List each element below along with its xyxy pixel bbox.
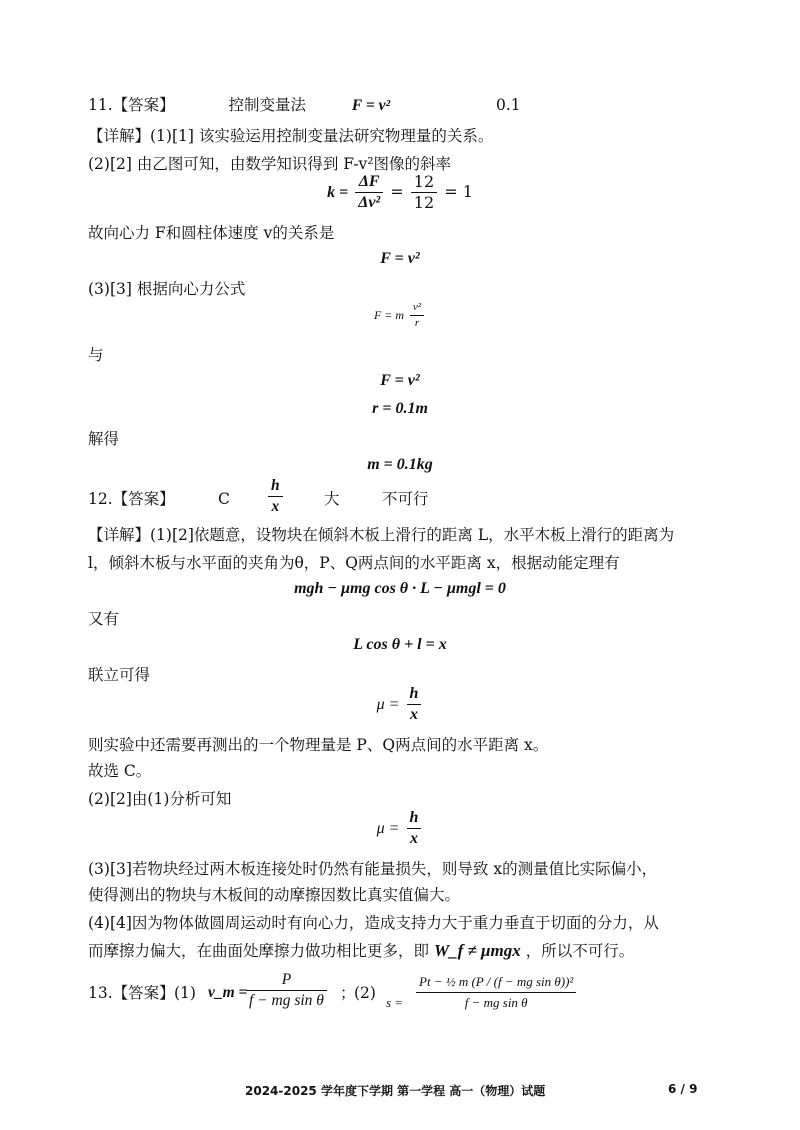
centripetal-num: v² [410, 300, 424, 316]
q13-separator: ； [340, 984, 356, 1002]
q12-detail-10: (4)[4]因为物体做圆周运动时有向心力，造成支持力大于重力垂直于切面的分力，从 [88, 914, 659, 932]
slope-den-1: Δv² [358, 194, 381, 211]
q13-vm-lhs: v_m = [208, 984, 248, 1001]
q13-part-1: (1) [174, 984, 196, 1002]
q12-detail-11 [88, 940, 634, 962]
q12-detail-9: 使得测出的物块与木板间的动摩擦因数比真实值偏大。 [88, 886, 461, 904]
q11-eq-2: F = v² [380, 372, 420, 389]
q11-eq-3: r = 0.1m [372, 400, 428, 417]
mu-lhs-2: μ = [376, 820, 400, 837]
q12-detail-4: 联立可得 [88, 666, 151, 684]
mu-lhs-1: μ = [376, 696, 400, 713]
mu-den-1: x [409, 706, 418, 723]
slope-num-2: 12 [411, 172, 437, 193]
q11-eq-4: m = 0.1kg [367, 456, 433, 473]
q12-detail-2: l，倾斜木板与水平面的夹角为θ，P、Q两点间的水平距离 x，根据动能定理有 [88, 554, 620, 572]
q12-detail-1: 【详解】(1)[2]依题意，设物块在倾斜木板上滑行的距离 L，水平木板上滑行的距离为 [88, 526, 675, 544]
q11-answer-2: F = v² [351, 97, 391, 114]
q12-detail-11b: ，所以不可行。 [525, 942, 635, 960]
q12-mu-equation-1 [0, 684, 800, 725]
q12-detail-6: 故选 C。 [88, 762, 152, 780]
q12-answer-2-num: h [268, 476, 283, 497]
slope-lhs: k = [327, 184, 349, 201]
mu-num-2: h [407, 808, 422, 829]
q11-eq-1: F = v² [380, 250, 420, 267]
slope-rhs: = 1 [444, 182, 473, 201]
q13-header: 13.【答案】 [88, 984, 175, 1002]
q12-detail-7: (2)[2]由(1)分析可知 [88, 790, 232, 808]
q11-detail-6: 解得 [88, 430, 120, 448]
q11-header: 11.【答案】 [88, 96, 175, 114]
page-number: 6 / 9 [668, 1082, 698, 1096]
q12-answer-1: C [218, 490, 230, 508]
q12-detail-5: 则实验中还需要再测出的一个物理量是 P、Q两点间的水平距离 x。 [88, 736, 549, 754]
centripetal-lhs: F = m [373, 308, 405, 322]
q11-answer-3: 0.1 [495, 96, 521, 114]
q11-detail-5: 与 [88, 346, 104, 364]
q12-answer-2-den: x [271, 498, 280, 515]
slope-num-1: ΔF [355, 172, 383, 193]
q12-detail-8: (3)[3]若物块经过两木板连接处时仍然有能量损失，则导致 x的测量值比实际偏小， [88, 860, 658, 878]
q11-answer-line [88, 94, 521, 117]
q12-header: 12.【答案】 [88, 490, 175, 508]
q12-answer-3: 大 [324, 490, 340, 508]
q12-work-inequality: W_f ≠ μmgx [433, 941, 521, 960]
q11-detail-3: 故向心力 F和圆柱体速度 v的关系是 [88, 224, 335, 242]
mu-den-2: x [409, 830, 418, 847]
q11-centripetal-formula [0, 300, 800, 331]
footer-title: 2024-2025 学年度下学期 第一学程 高一（物理）试题 [245, 1084, 546, 1098]
q11-detail-2: (2)[2] 由乙图可知，由数学知识得到 F-v²图像的斜率 [88, 155, 452, 173]
q11-slope-equation: k = $\frac{\Delta F}{\text{Δv²}}$ = $\frac{12}{12}$ = 1 [327, 172, 473, 212]
q11-detail-1: 【详解】(1)[1] 该实验运用控制变量法研究物理量的关系。 [88, 127, 494, 145]
q12-eq-2: L cos θ + l = x [353, 636, 447, 653]
q11-detail-4: (3)[3] 根据向心力公式 [88, 280, 246, 298]
q13-vm-den: f − mg sin θ [249, 992, 324, 1009]
q11-answer-1: 控制变量法 [228, 96, 307, 114]
slope-den-2: 12 [413, 193, 435, 212]
mu-num-1: h [407, 684, 422, 705]
q12-eq-1: mgh − μmg cos θ · L − μmgl = 0 [294, 580, 506, 597]
q12-mu-equation-2 [0, 808, 800, 849]
q12-detail-11a: 而摩擦力偏大，在曲面处摩擦力做功相比更多，即 [88, 942, 430, 960]
q13-vm-num: P [246, 970, 327, 991]
q13-s-lhs: s = [386, 995, 404, 1010]
centripetal-den: r [414, 317, 420, 329]
q13-part-2: (2) [354, 984, 376, 1002]
q12-answer-4: 不可行 [382, 490, 429, 508]
q12-detail-3: 又有 [88, 610, 120, 628]
q13-s-den: f − mg sin θ [464, 995, 528, 1010]
q13-s-num: Pt − ½ m (P / (f − mg sin θ))² [416, 972, 576, 993]
